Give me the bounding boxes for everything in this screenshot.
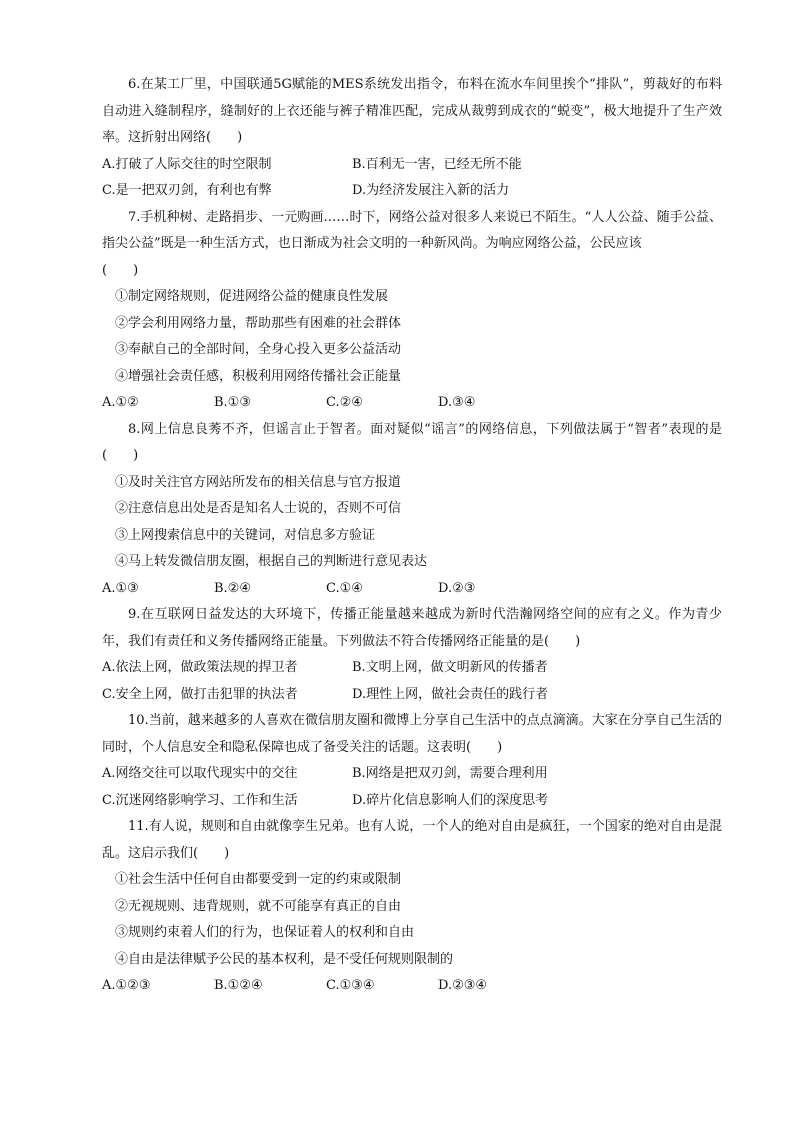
statement-4: ④自由是法律赋予公民的基本权利，是不受任何规则限制的 [115,951,454,967]
statement-4: ④马上转发微信朋友圈，根据自己的判断进行意见表达 [115,554,428,569]
question-stem: 6.在某工厂里，中国联通5G赋能的MES系统发出指令，布料在流水车间里挨个“排队”，剪裁好的布料自动进入缝制程序，缝制好的上衣还能与裤子精准匹配，完成从裁剪到成衣的“蜕变”，极大地提升了生产效率。这折射出网络( ) [102,77,722,145]
statement-4: ④增强社会责任感，积极利用网络传播社会正能量 [115,368,402,384]
option-d: D.为经济发展注入新的活力 [352,183,510,198]
options-row [102,576,722,603]
options-row [102,761,722,788]
statement-3: ③上网搜索信息中的关键词，对信息多方验证 [115,527,376,543]
option-c: C.是一把双刃剑，有利也有弊 [102,183,272,198]
option-a: A.打破了人际交往的时空限制 [102,156,272,172]
options-row [102,390,722,417]
options-row [102,152,722,179]
question-10 [102,708,722,814]
options-row [102,973,722,1000]
statement-1: ①制定网络规则，促进网络公益的健康良性发展 [115,289,389,304]
question-6 [102,72,722,205]
option-b: B.①③ [214,395,251,410]
question-stem: 11.有人说，规则和自由就像孪生兄弟。也有人说，一个人的绝对自由是疯狂，一个国家的绝对自由是混乱。这启示我们( ) [102,819,722,861]
statement-2: ②学会利用网络力量，帮助那些有困难的社会群体 [115,315,402,331]
statement-1: ①及时关注官方网站所发布的相关信息与官方报道 [115,474,402,490]
statement-1: ①社会生活中任何自由都要受到一定的约束或限制 [115,872,402,887]
question-11 [102,814,722,1000]
option-b: B.网络是把双刃剑，需要合理利用 [352,766,548,781]
question-stem: 9.在互联网日益发达的大环境下，传播正能量越来越成为新时代浩瀚网络空间的应有之义。作为青少年，我们有责任和义务传播网络正能量。下列做法不符合传播网络正能量的是( ) [102,607,722,649]
option-a: A.①②③ [102,978,151,993]
option-b: B.文明上网，做文明新风的传播者 [352,660,548,675]
options-row [102,682,722,709]
question-stem: 8.网上信息良莠不齐，但谣言止于智者。面对疑似“谣言”的网络信息，下列做法属于“智者”表现的是( ) [102,421,722,463]
option-d: D.②③④ [438,978,488,993]
option-a: A.依法上网，做政策法规的捍卫者 [102,660,298,675]
option-d: D.③④ [438,395,476,410]
statement-2: ②无视规则、违背规则，就不可能享有真正的自由 [115,898,402,914]
option-b: B.①②④ [214,978,263,993]
option-b: B.②④ [214,580,251,596]
option-d: D.碎片化信息影响人们的深度思考 [352,792,549,808]
statement-3: ③规则约束着人们的行为，也保证着人的权利和自由 [115,925,415,940]
option-c: C.①③④ [326,978,375,993]
option-c: C.安全上网，做打击犯罪的执法者 [102,686,298,702]
option-d: D.②③ [438,580,476,596]
option-c: C.②④ [326,395,363,410]
statement-3: ③奉献自己的全部时间，全身心投入更多公益活动 [115,342,402,357]
option-a: A.网络交往可以取代现实中的交往 [102,766,298,781]
option-c: C.①④ [326,580,363,596]
option-a: A.①② [102,395,139,410]
options-row [102,655,722,682]
options-row [102,788,722,815]
question-stem: 10.当前，越来越多的人喜欢在微信朋友圈和微博上分享自己生活中的点点滴滴。大家在分享自己生活的同时，个人信息安全和隐私保障也成了备受关注的话题。这表明( ) [102,713,722,755]
option-c: C.沉迷网络影响学习、工作和生活 [102,792,298,808]
question-7 [102,205,722,417]
question-9 [102,602,722,708]
option-a: A.①③ [102,580,139,596]
options-row [102,178,722,205]
question-8 [102,417,722,603]
option-d: D.理性上网，做社会责任的践行者 [352,686,549,702]
answer-bracket: ( ) [102,262,139,278]
option-b: B.百利无一害，已经无所不能 [352,156,522,172]
question-stem: 7.手机种树、走路捐步、一元购画……时下，网络公益对很多人来说已不陌生。“人人公益、随手公益、指尖公益”既是一种生活方式，也日渐成为社会文明的一种新风尚。为响应网络公益，公民应该 [102,209,722,251]
statement-2: ②注意信息出处是否是知名人士说的，否则不可信 [115,501,402,516]
exam-page [102,72,722,1000]
